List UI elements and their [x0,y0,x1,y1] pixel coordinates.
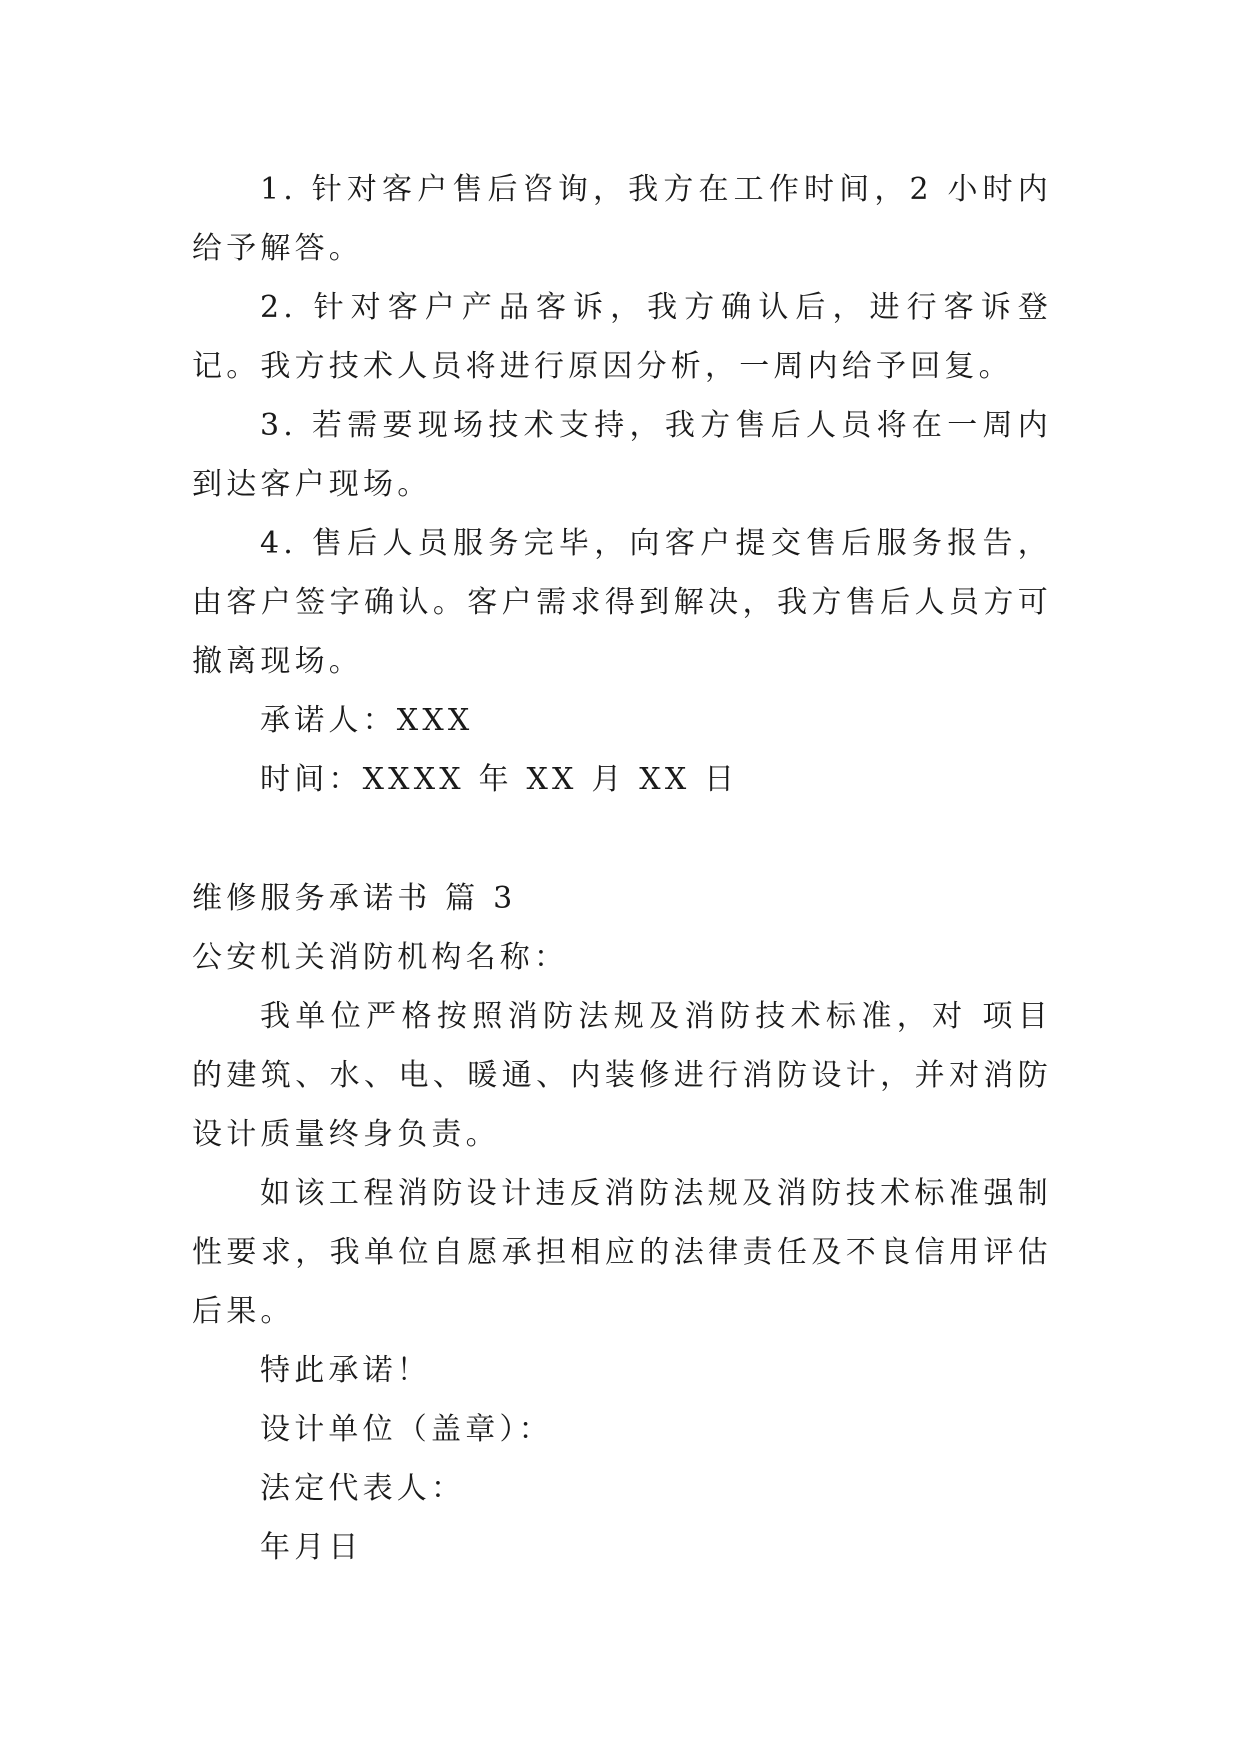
body-paragraph-2: 如该工程消防设计违反消防法规及消防技术标准强制性要求，我单位自愿承担相应的法律责任及不良信用评估后果。 [192,1176,1052,1329]
paragraph-item-4: 4. 售后人员服务完毕，向客户提交售后服务报告，由客户签字确认。客户需求得到解决，我方售后人员方可撤离现场。 [192,526,1052,679]
date-line: 时间：XXXX 年 XX 月 XX 日 [260,762,739,797]
paragraph-item-1: 1. 针对客户售后咨询，我方在工作时间，2 小时内给予解答。 [192,172,1052,266]
closing-line: 特此承诺！ [260,1353,431,1388]
body-paragraph-1: 我单位严格按照消防法规及消防技术标准，对 项目的建筑、水、电、暖通、内装修进行消防设计，并对消防设计质量终身负责。 [192,999,1052,1152]
promisor-line: 承诺人：XXX [260,703,474,738]
legal-representative-line: 法定代表人： [260,1471,466,1506]
paragraph-item-3: 3. 若需要现场技术支持，我方售后人员将在一周内到达客户现场。 [192,408,1052,502]
section-gap [192,809,1052,869]
year-month-day-line: 年月日 [260,1530,363,1565]
section-title: 维修服务承诺书 篇 3 [192,881,517,916]
addressee-line: 公安机关消防机构名称： [192,940,569,975]
document-content [192,160,1052,1577]
design-unit-line: 设计单位（盖章）： [260,1412,553,1447]
paragraph-item-2: 2. 针对客户产品客诉，我方确认后，进行客诉登记。我方技术人员将进行原因分析，一周内给予回复。 [192,290,1052,384]
